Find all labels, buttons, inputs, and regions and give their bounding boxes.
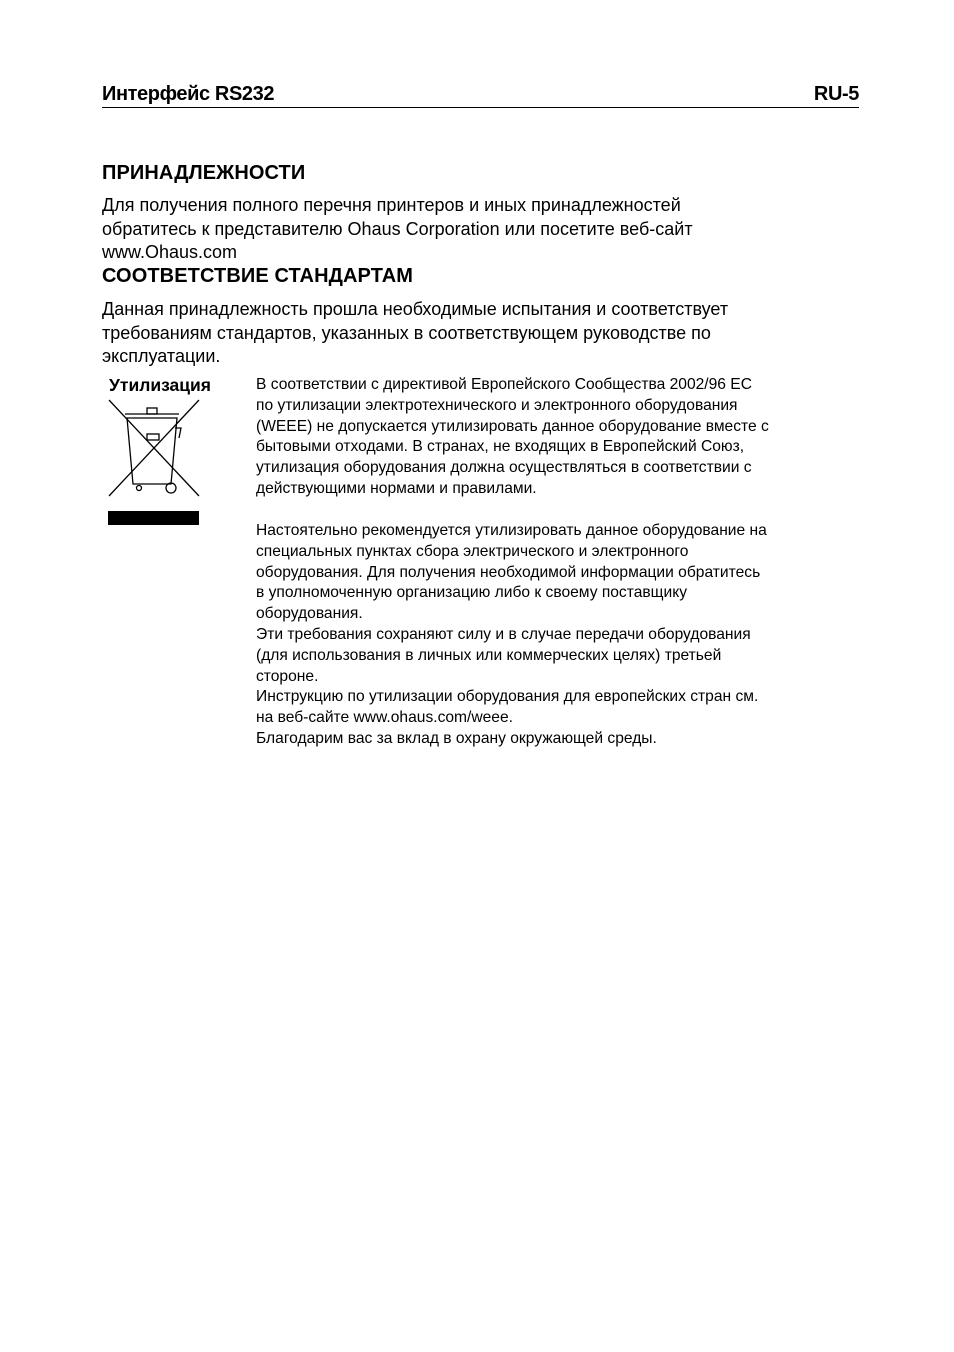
disposal-paragraph-1: В соответствии с директивой Европейского Сообщества 2002/96 ЕС по утилизации электротехнического и электронного оборудования (WEEE) не допускается утилизировать данное оборудование вместе с бытовыми отходами. В странах, не входящих в Европейский Союз, утилизация оборудования должна осуществляться в соответствии с действующими нормами и правилами.: [256, 376, 769, 497]
accessories-text: Для получения полного перечня принтеров и иных принадлежностей обратитесь к представителю Ohaus Corporation или посетите веб-сайт www.Ohaus.com: [102, 195, 693, 262]
page-header: [102, 83, 859, 108]
page-number: RU-5: [813, 83, 859, 105]
disposal-label: Утилизация: [109, 375, 212, 395]
header-title: Интерфейс RS232: [102, 83, 275, 105]
weee-underline-bar: [108, 511, 199, 525]
compliance-heading: СООТВЕТСТВИЕ СТАНДАРТАМ: [102, 265, 414, 287]
accessories-heading: ПРИНАДЛЕЖНОСТИ: [102, 162, 306, 184]
compliance-text: Данная принадлежность прошла необходимые испытания и соответствует требованиям стандартов, указанных в соответствующем руководстве по эксплуатации.: [102, 299, 729, 366]
weee-crossed-bin-icon: [107, 398, 201, 498]
disposal-paragraph-2: Настоятельно рекомендуется утилизировать данное оборудование на специальных пунктах сбора электрического и электронного оборудования. Для получения необходимой информации обратитесь в уполномоченную организацию либо к своему поставщику оборудования. Эти требования сохраняют силу и в случае передачи оборудования (для использования в личных или коммерческих целях) третьей стороне. Инструкцию по утилизации оборудования для европейских стран см. на веб-сайте www.ohaus.com/weee. Благодарим вас за вклад в охрану окружающей среды.: [256, 522, 767, 747]
